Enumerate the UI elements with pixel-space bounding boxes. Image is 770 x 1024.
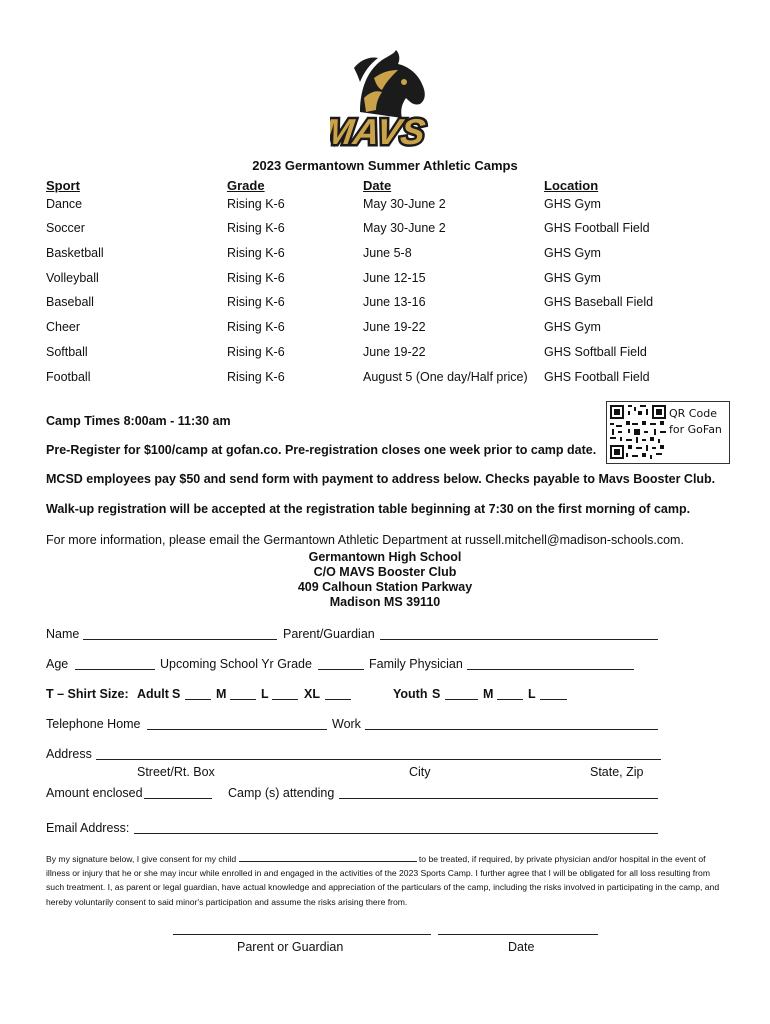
walkup-text: Walk-up registration will be accepted at the registration table beginning at 7:30 on the first morning of camp.	[46, 502, 691, 516]
city-label: City	[409, 765, 431, 779]
state-zip-label: State, Zip	[590, 765, 644, 779]
table-cell: GHS Gym	[544, 246, 601, 260]
work-label: Work	[332, 717, 361, 731]
page-title: 2023 Germantown Summer Athletic Camps	[252, 158, 518, 173]
table-cell: GHS Football Field	[544, 370, 650, 384]
table-cell: Basketball	[46, 246, 104, 260]
qr-code-icon	[610, 405, 666, 459]
tshirt-adult-label: Adult	[137, 687, 169, 701]
address-field[interactable]	[96, 749, 661, 760]
youth-m-field[interactable]	[497, 689, 523, 700]
table-cell: August 5 (One day/Half price)	[363, 370, 528, 384]
table-cell: Rising K-6	[227, 197, 285, 211]
col-header-grade: Grade	[227, 178, 265, 193]
adult-xl-field[interactable]	[325, 689, 351, 700]
tel-home-field[interactable]	[147, 719, 327, 730]
qr-code-box[interactable]	[606, 401, 730, 464]
table-cell: GHS Gym	[544, 320, 601, 334]
table-cell: GHS Baseball Field	[544, 295, 654, 309]
table-cell: Rising K-6	[227, 221, 285, 235]
logo-wordmark: MAVS	[330, 111, 428, 152]
amount-field[interactable]	[144, 788, 212, 799]
adult-l-label: L	[261, 687, 269, 701]
mavs-logo	[330, 48, 442, 154]
email-field[interactable]	[134, 823, 658, 834]
table-cell: Rising K-6	[227, 345, 285, 359]
table-cell: Rising K-6	[227, 295, 285, 309]
table-cell: Soccer	[46, 221, 85, 235]
street-label: Street/Rt. Box	[137, 765, 215, 779]
address-label: Address	[46, 747, 92, 761]
address-line-4: Madison MS 39110	[329, 595, 441, 609]
table-cell: June 19-22	[363, 320, 426, 334]
table-cell: GHS Gym	[544, 197, 601, 211]
table-cell: Baseball	[46, 295, 94, 309]
physician-field[interactable]	[467, 659, 634, 670]
more-info-text: For more information, please email the Germantown Athletic Department at russell.mitchell@madison-schools.com.	[46, 533, 684, 547]
table-cell: Dance	[46, 197, 83, 211]
work-field[interactable]	[365, 719, 658, 730]
adult-m-field[interactable]	[230, 689, 256, 700]
date-signature-line[interactable]	[438, 934, 598, 935]
table-cell: GHS Softball Field	[544, 345, 647, 359]
name-field[interactable]	[83, 629, 277, 640]
table-cell: Football	[46, 370, 91, 384]
parent-signature-line[interactable]	[173, 934, 431, 935]
table-cell: Rising K-6	[227, 370, 285, 384]
table-cell: GHS Gym	[544, 271, 601, 285]
sig-date-label: Date	[508, 940, 535, 954]
table-cell: Rising K-6	[227, 246, 285, 260]
tshirt-youth-label: Youth	[393, 687, 428, 701]
mcsd-text: MCSD employees pay $50 and send form with payment to address below. Checks payable to Mavs Booster Club.	[46, 472, 716, 486]
table-cell: GHS Football Field	[544, 221, 650, 235]
youth-l-field[interactable]	[540, 689, 567, 700]
consent-text-b: to be treated, if required, by private physician and/or hospital in the event of illness or injury that he or she may incur while enrolled in and engaged in the activities of the 2023 Sports Camp. I further agree that I will be obligated for all loss resulting from such treatment. I, as parent or legal guardian, have actual knowledge and appreciation of the particulars of the camp, including the risks involved in participating in the camp, and hereby voluntarily consent to said minor's participation and assume the risks arising there from.	[46, 854, 720, 907]
youth-s-field[interactable]	[445, 689, 478, 700]
table-cell: Volleyball	[46, 271, 99, 285]
table-cell: Rising K-6	[227, 271, 285, 285]
col-header-sport: Sport	[46, 178, 80, 193]
sig-parent-label: Parent or Guardian	[237, 940, 344, 954]
table-cell: June 19-22	[363, 345, 426, 359]
school-grade-label: Upcoming School Yr Grade	[160, 657, 312, 671]
consent-paragraph	[46, 852, 726, 909]
school-grade-field[interactable]	[318, 659, 364, 670]
table-cell: Softball	[46, 345, 88, 359]
col-header-location: Location	[544, 178, 599, 193]
physician-label: Family Physician	[369, 657, 463, 671]
adult-s-field[interactable]	[185, 689, 211, 700]
tshirt-label: T – Shirt Size:	[46, 687, 129, 701]
adult-m-label: M	[216, 687, 227, 701]
camps-field[interactable]	[339, 788, 658, 799]
adult-l-field[interactable]	[272, 689, 298, 700]
address-line-2: C/O MAVS Booster Club	[313, 565, 457, 579]
table-cell: June 5-8	[363, 246, 412, 260]
age-field[interactable]	[75, 659, 155, 670]
child-name-field[interactable]	[239, 853, 417, 862]
address-line-1: Germantown High School	[308, 550, 462, 564]
adult-xl-label: XL	[304, 687, 320, 701]
table-cell: May 30-June 2	[363, 221, 446, 235]
address-line-3: 409 Calhoun Station Parkway	[297, 580, 473, 594]
preregister-text: Pre-Register for $100/camp at gofan.co. Pre-registration closes one week prior to camp date.	[46, 443, 597, 457]
youth-m-label: M	[483, 687, 494, 701]
table-cell: Cheer	[46, 320, 81, 334]
amount-label: Amount enclosed	[46, 786, 143, 800]
camp-times: Camp Times 8:00am - 11:30 am	[46, 414, 231, 428]
table-cell: June 13-16	[363, 295, 426, 309]
consent-text-a: By my signature below, I give consent for my child	[46, 854, 237, 864]
camps-label: Camp (s) attending	[228, 786, 335, 800]
parent-label: Parent/Guardian	[283, 627, 375, 641]
name-label: Name	[46, 627, 80, 641]
tel-home-label: Telephone Home	[46, 717, 141, 731]
youth-l-label: L	[528, 687, 536, 701]
youth-s-label: S	[432, 687, 441, 701]
adult-s-label: S	[172, 687, 181, 701]
age-label: Age	[46, 657, 69, 671]
table-cell: May 30-June 2	[363, 197, 446, 211]
table-cell: June 12-15	[363, 271, 426, 285]
table-cell: Rising K-6	[227, 320, 285, 334]
qr-code-label: QR Code for GoFan	[669, 407, 722, 436]
col-header-date: Date	[363, 178, 392, 193]
email-label: Email Address:	[46, 821, 130, 835]
parent-field[interactable]	[380, 629, 658, 640]
